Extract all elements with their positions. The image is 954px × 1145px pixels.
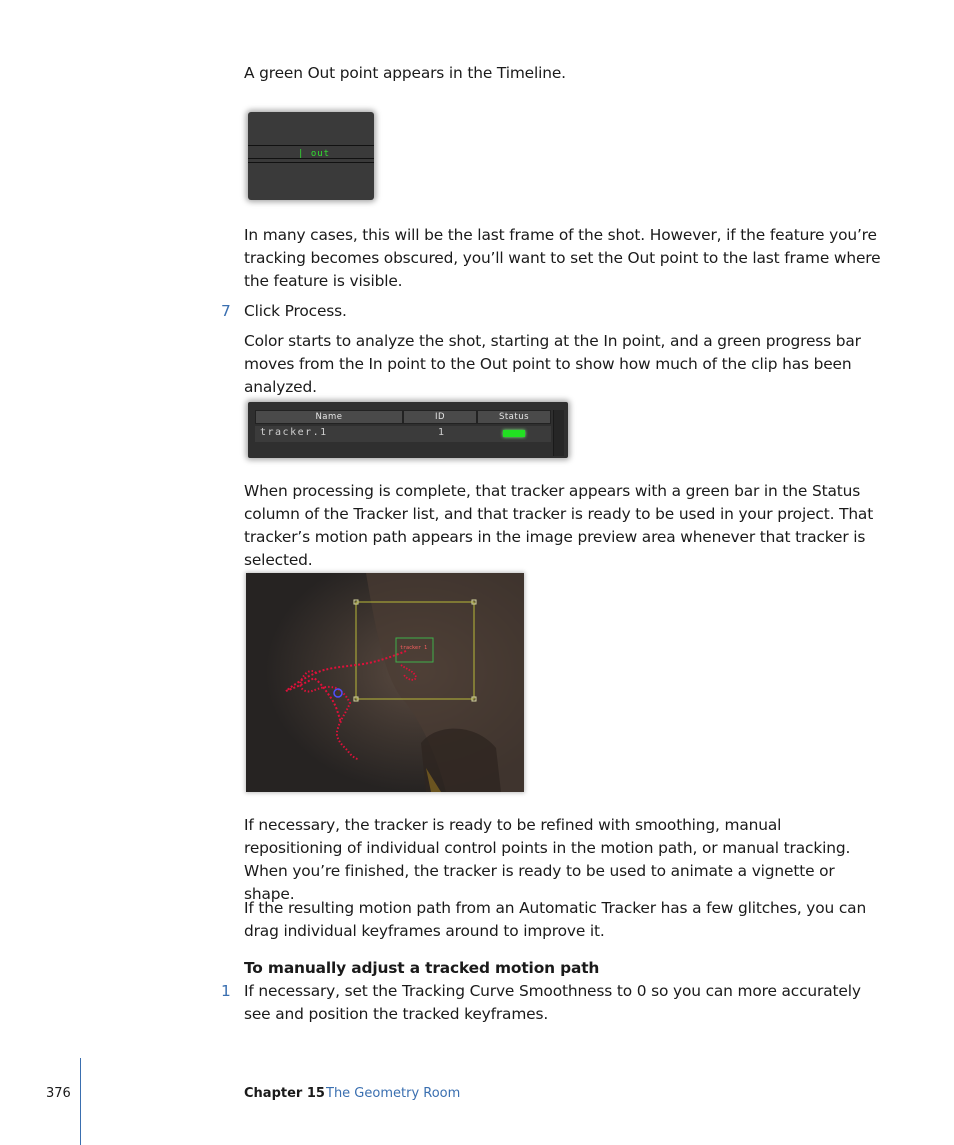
task-heading: To manually adjust a tracked motion path bbox=[244, 959, 600, 977]
list-scrollbar bbox=[553, 410, 564, 456]
paragraph-refine-tracker: If necessary, the tracker is ready to be refined with smoothing, manual repositioning of individual control points in the motion path, or manual tracking. When you’re finished, the tracker is ready to be used to animate a vignette or shape. bbox=[244, 816, 851, 903]
paragraph-analysis: Color starts to analyze the shot, starting at the In point, and a green progress bar moves from the In point to the Out point to show how much of the clip has been analyzed. bbox=[244, 332, 861, 396]
footer-chapter-title: The Geometry Room bbox=[326, 1086, 461, 1101]
step-number: 7 bbox=[221, 302, 231, 320]
paragraph-out-point: A green Out point appears in the Timeline. bbox=[244, 64, 566, 82]
paragraph-processing-complete: When processing is complete, that tracker appears with a green bar in the Status column of the Tracker list, and that tracker is ready to be used in your project. That tracker’s motion path appears in the image preview area whenever that tracker is selected. bbox=[244, 482, 874, 569]
footer-chapter: Chapter 15 bbox=[244, 1086, 325, 1101]
out-point-marker: | out bbox=[298, 149, 331, 159]
step-number: 1 bbox=[221, 982, 231, 1000]
column-header-name: Name bbox=[255, 410, 403, 424]
timeline-track-line bbox=[248, 162, 374, 163]
column-header-status: Status bbox=[477, 410, 551, 424]
tracker-label: tracker 1 bbox=[400, 645, 428, 651]
tracker-list-image bbox=[248, 402, 568, 458]
paragraph-glitches: If the resulting motion path from an Automatic Tracker has a few glitches, you can drag individual keyframes around to improve it. bbox=[244, 899, 867, 940]
image-preview-motion-path bbox=[246, 573, 524, 792]
preview-frame-svg bbox=[246, 573, 524, 792]
tracker-id-cell: 1 bbox=[438, 427, 446, 438]
tracker-name-cell: tracker.1 bbox=[260, 427, 328, 438]
page-number: 376 bbox=[46, 1086, 71, 1101]
paragraph-out-point-note: In many cases, this will be the last frame of the shot. However, if the feature you’re tracking becomes obscured, you’ll want to set the Out point to the last frame where the feature is visible. bbox=[244, 226, 881, 290]
column-header-id: ID bbox=[403, 410, 477, 424]
timeline-out-point-image bbox=[248, 112, 374, 200]
step-text: If necessary, set the Tracking Curve Smoothness to 0 so you can more accurately see and position the tracked keyframes. bbox=[244, 982, 861, 1023]
status-progress-bar bbox=[503, 430, 525, 437]
footer-divider bbox=[80, 1058, 81, 1145]
timeline-track-line bbox=[248, 145, 374, 146]
step-text: Click Process. bbox=[244, 302, 347, 320]
